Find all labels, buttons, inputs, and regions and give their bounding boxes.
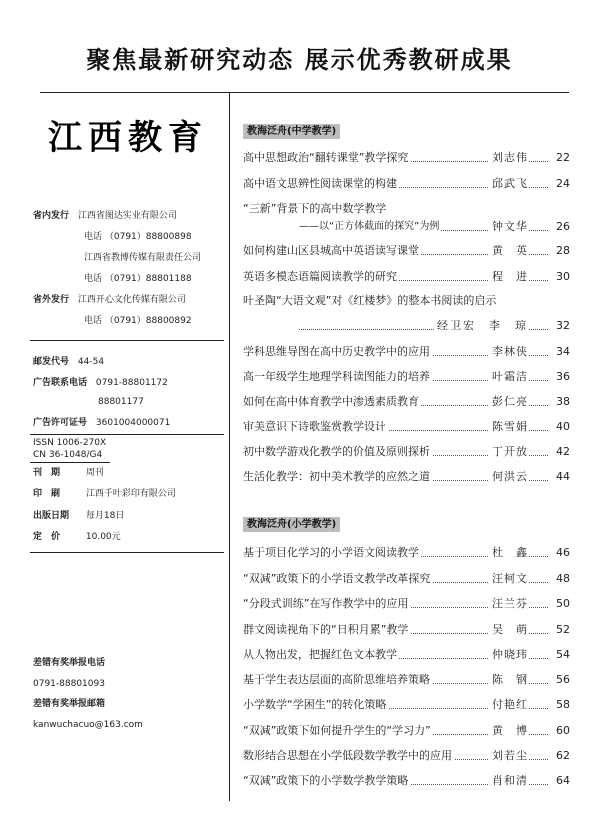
- toc-title: 基于学生表达层面的高阶思维培养策略: [243, 673, 430, 686]
- toc-title-line1[interactable]: 叶圣陶“大语文观”对《红楼梦》的整本书阅读的启示: [243, 294, 497, 307]
- toc-entry[interactable]: [243, 469, 570, 485]
- toc-title: “双减”政策下如何提升学生的“学习力”: [243, 724, 431, 737]
- toc-entry[interactable]: [243, 369, 570, 385]
- toc-author: 陈 钢: [489, 672, 528, 688]
- ad-license-value: 3601004000071: [95, 418, 171, 428]
- toc-title: 小学数学“学困生”的转化策略: [243, 698, 387, 711]
- report-phone-label: 差错有奖举报电话: [33, 658, 106, 668]
- toc-page: 48: [548, 571, 570, 587]
- toc-title: “分段式训练”在写作教学中的应用: [243, 597, 409, 610]
- toc-entry[interactable]: [243, 394, 570, 410]
- toc-entry[interactable]: [243, 748, 570, 764]
- toc-page: 34: [548, 344, 570, 360]
- column-divider: [229, 93, 230, 801]
- toc-entry[interactable]: [243, 622, 570, 638]
- toc-page: 56: [548, 672, 570, 688]
- toc-author: 杜 鑫: [489, 545, 528, 561]
- toc-entry[interactable]: [243, 269, 570, 285]
- toc-entry[interactable]: [243, 545, 570, 561]
- toc-page: 44: [548, 469, 570, 485]
- distrib-in-company-2: 江西省教博传媒有限责任公司: [84, 253, 202, 263]
- toc-entry[interactable]: [243, 697, 570, 713]
- toc-page: 60: [548, 723, 570, 739]
- distrib-out-company-1: 江西开心文化传媒有限公司: [77, 295, 186, 305]
- toc-author: 汪柯文: [489, 571, 528, 587]
- toc-author: 邱武飞: [489, 176, 528, 192]
- distrib-in-label: 省内发行: [33, 211, 70, 221]
- period-value: 周刊: [85, 468, 104, 478]
- headline: 聚焦最新研究动态 展示优秀教研成果: [86, 46, 513, 74]
- toc-entry[interactable]: [243, 444, 570, 460]
- left-separator-3: [30, 462, 110, 463]
- toc-title: 英语多模态语篇阅读教学的研究: [243, 270, 397, 283]
- distrib-out-row: [33, 293, 186, 307]
- toc-title: 高中思想政治“翻转课堂”教学探究: [243, 151, 409, 164]
- postal-label: 邮发代号: [33, 357, 70, 367]
- toc-page: 58: [548, 697, 570, 713]
- toc-page: 24: [548, 176, 570, 192]
- distrib-in-phone-2: 电话 （0791）88801188: [84, 274, 192, 284]
- toc-author: 吴 萌: [489, 622, 528, 638]
- toc-page: 28: [548, 243, 570, 259]
- price-value: 10.00元: [85, 532, 121, 542]
- toc-title: 基于项目化学习的小学语文阅读教学: [243, 546, 419, 559]
- toc-author: 程 进: [489, 269, 528, 285]
- toc-author: 仲晓玮: [489, 647, 528, 663]
- toc-title: 高一年级学生地理学科读图能力的培养: [243, 370, 430, 383]
- distrib-out-label: 省外发行: [33, 295, 70, 305]
- issn: ISSN 1006-270X: [33, 438, 107, 448]
- ad-phone-row: [33, 376, 168, 390]
- toc-author: 彭仁亮: [489, 394, 528, 410]
- toc-title: 数形结合思想在小学低段数学教学中的应用: [243, 749, 452, 762]
- price-row: [33, 530, 121, 544]
- toc-title: 群文阅读视角下的“日积月累”教学: [243, 623, 409, 636]
- left-separator-2: [30, 434, 224, 435]
- toc-entry[interactable]: [243, 219, 570, 235]
- toc-author: 肖和清: [489, 773, 528, 789]
- left-separator-1: [30, 340, 224, 341]
- distrib-in-row: [33, 209, 177, 223]
- toc-title: 初中数学游戏化教学的价值及原则探析: [243, 445, 430, 458]
- toc-author: 付艳红: [489, 697, 528, 713]
- toc-author: 李林侠: [489, 344, 528, 360]
- toc-entry[interactable]: [243, 571, 570, 587]
- toc-page: 22: [548, 150, 570, 166]
- report-email[interactable]: kanwuchacuo@163.com: [33, 720, 143, 730]
- toc-title: 高中语文思辨性阅读课堂的构建: [243, 177, 397, 190]
- left-separator-4: [30, 552, 224, 553]
- toc-title: 审美意识下诗歌鉴赏教学设计: [243, 420, 386, 433]
- toc-author: 黄 英: [489, 243, 528, 259]
- toc-page: 38: [548, 394, 570, 410]
- toc-entry[interactable]: [243, 243, 570, 259]
- toc-entry[interactable]: [243, 318, 570, 334]
- toc-author: 黄 博: [489, 723, 528, 739]
- toc-title: 如何构建山区县城高中英语读写课堂: [243, 244, 419, 257]
- toc-subtitle: ——以“正方体截面的探究”为例: [299, 219, 441, 235]
- toc-page: 46: [548, 545, 570, 561]
- toc-title: 如何在高中体育教学中渗透素质教育: [243, 395, 419, 408]
- report-phone: 0791-88801093: [33, 679, 105, 689]
- toc-title-line1[interactable]: “三新”背景下的高中数学教学: [243, 202, 387, 215]
- toc-page: 40: [548, 419, 570, 435]
- postal-value: 44-54: [77, 357, 105, 367]
- date-row: [33, 509, 124, 523]
- print-value: 江西千叶彩印有限公司: [85, 489, 176, 499]
- ad-license-row: [33, 416, 170, 430]
- print-row: [33, 487, 176, 501]
- price-label: 定 价: [33, 532, 61, 542]
- toc-page: 26: [548, 219, 570, 235]
- ad-license-label: 广告许可证号: [33, 418, 88, 428]
- distrib-out-phone-1: 电话 （0791）88800892: [84, 316, 192, 326]
- postal-row: [33, 355, 104, 369]
- period-label: 刊 期: [33, 468, 61, 478]
- section-header-middle-school: 教海泛舟(中学教学): [243, 124, 340, 139]
- toc-entry[interactable]: [243, 150, 570, 166]
- toc-author: 刘若尘: [489, 748, 528, 764]
- toc-title: “双减”政策下的小学数学教学策略: [243, 774, 409, 787]
- toc-page: 36: [548, 369, 570, 385]
- period-row: [33, 466, 104, 480]
- date-value: 每月18日: [85, 511, 125, 521]
- toc-title: 生活化教学：初中美术教学的应然之道: [243, 470, 430, 483]
- toc-page: 52: [548, 622, 570, 638]
- toc-entry[interactable]: [243, 723, 570, 739]
- toc-title: 学科思维导图在高中历史教学中的应用: [243, 345, 430, 358]
- toc-entry[interactable]: [243, 672, 570, 688]
- distrib-in-phone-1: 电话 （0791）88800898: [84, 232, 192, 242]
- toc-page: 30: [548, 269, 570, 285]
- toc-author: 经卫宏 李 琼: [434, 318, 528, 334]
- magazine-logo: 江西教育: [48, 118, 208, 158]
- toc-author: 刘志伟: [489, 150, 528, 166]
- ad-phone-2: 88801177: [98, 397, 144, 407]
- report-email-label: 差错有奖举报邮箱: [33, 699, 106, 709]
- cn-number: CN 36-1048/G4: [33, 450, 103, 460]
- toc-page: 62: [548, 748, 570, 764]
- toc-entry[interactable]: [243, 344, 570, 360]
- ad-phone-label: 广告联系电话: [33, 378, 88, 388]
- toc-author: 汪兰芬: [489, 596, 528, 612]
- ad-phone-1: 0791-88801172: [95, 378, 168, 388]
- toc-page: 50: [548, 596, 570, 612]
- top-rule: [40, 92, 569, 93]
- toc-page: 32: [548, 318, 570, 334]
- toc-page: 42: [548, 444, 570, 460]
- distrib-in-company-1: 江西省图达实业有限公司: [77, 211, 177, 221]
- toc-entry[interactable]: [243, 419, 570, 435]
- toc-title: 从人物出发，把握红色文本教学: [243, 648, 397, 661]
- toc-page: 64: [548, 773, 570, 789]
- toc-author: 钟文华: [489, 219, 528, 235]
- toc-author: 丁开放: [489, 444, 528, 460]
- toc-author: 陈雪娟: [489, 419, 528, 435]
- print-label: 印 刷: [33, 489, 61, 499]
- toc-entry[interactable]: [243, 596, 570, 612]
- section-header-primary-school: 教海泛舟(小学教学): [243, 517, 340, 532]
- toc-title: “双减”政策下的小学语文教学改革探究: [243, 572, 431, 585]
- toc-entry[interactable]: [243, 647, 570, 663]
- toc-entry[interactable]: [243, 176, 570, 192]
- toc-entry[interactable]: [243, 773, 570, 789]
- toc-page: 54: [548, 647, 570, 663]
- toc-author: 叶霜洁: [489, 369, 528, 385]
- toc-author: 何洪云: [489, 469, 528, 485]
- date-label: 出版日期: [33, 511, 70, 521]
